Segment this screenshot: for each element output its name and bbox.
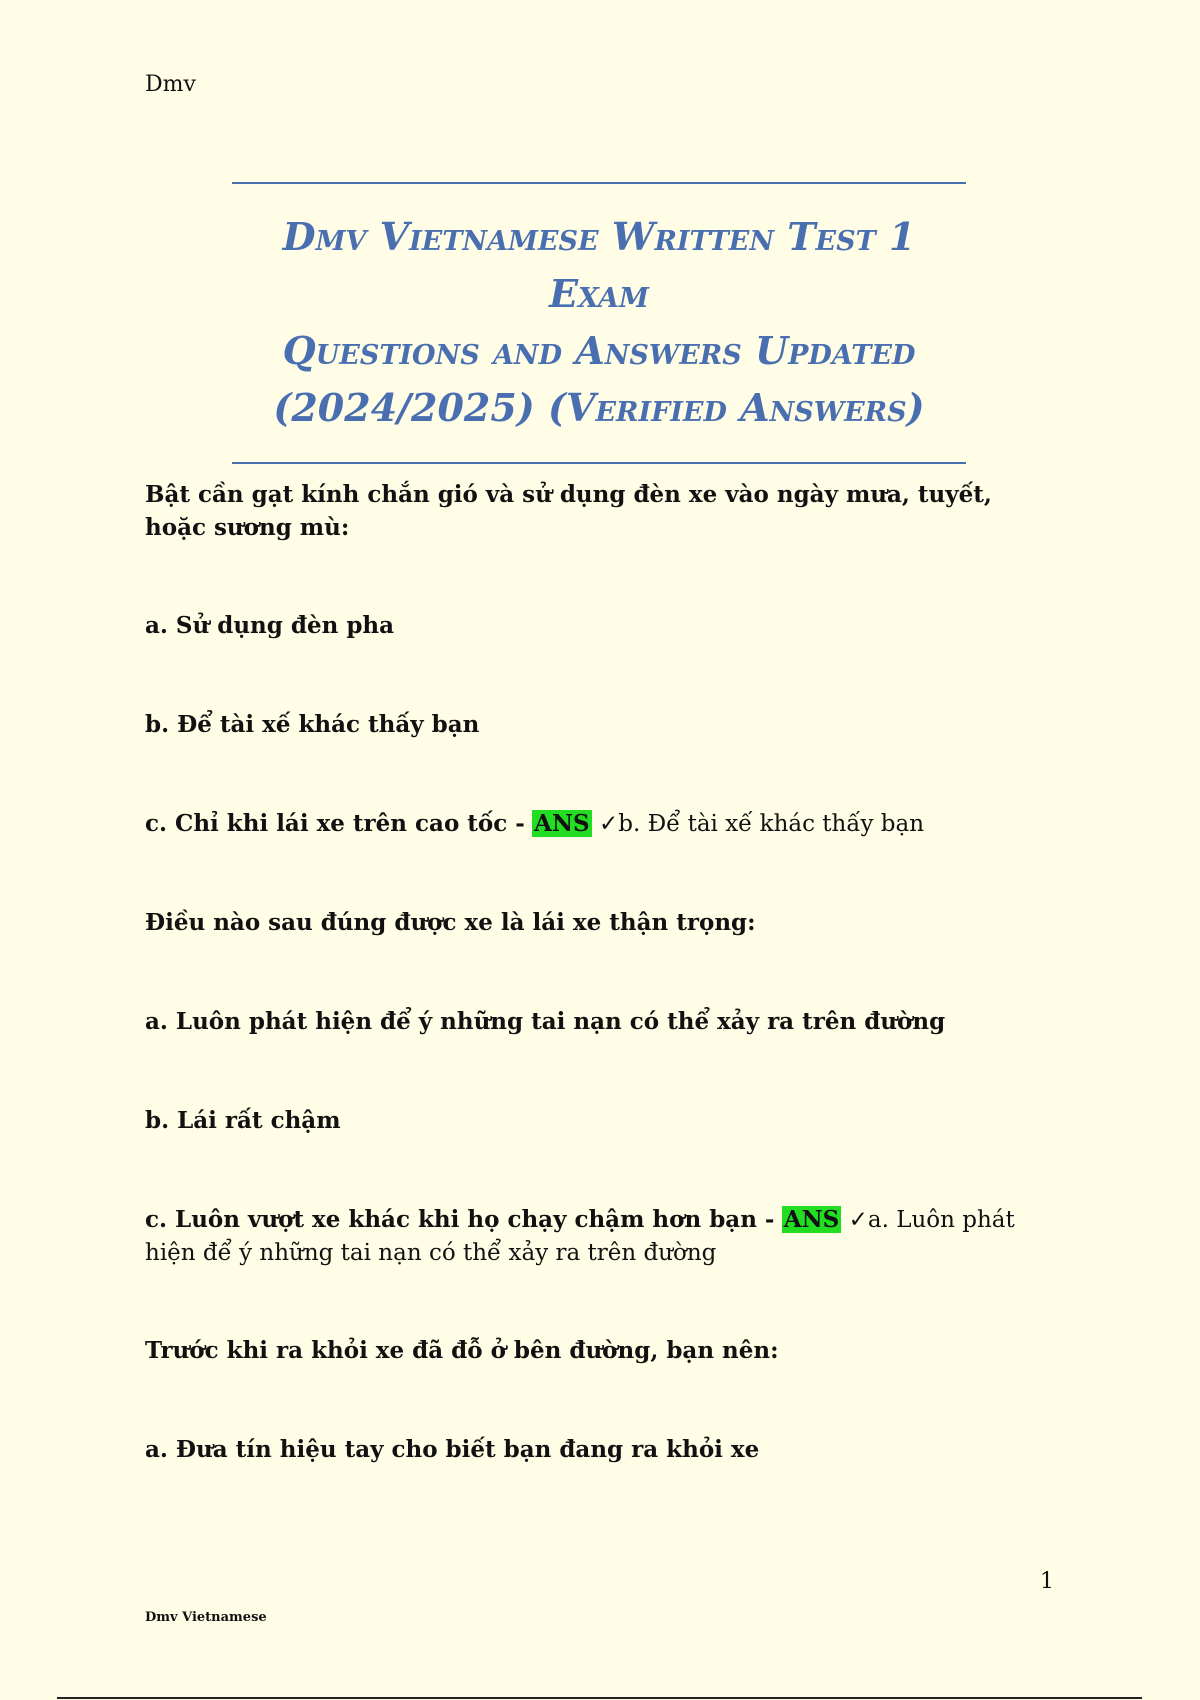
question-1-option-c: c. Chỉ khi lái xe trên cao tốc - — [145, 810, 525, 837]
page-header: Dmv — [145, 72, 196, 97]
question-2-option-b: b. Lái rất chậm — [145, 1107, 341, 1134]
title-line-2: Questions and Answers Updated — [282, 328, 916, 373]
check-mark-icon: ✓ — [848, 1207, 868, 1233]
question-2-option-a: a. Luôn phát hiện để ý những tai nạn có thể xảy ra trên đường — [145, 1008, 946, 1035]
question-1-option-b: b. Để tài xế khác thấy bạn — [145, 711, 480, 738]
check-mark-icon: ✓ — [598, 811, 619, 837]
page-number: 1 — [1040, 1569, 1054, 1594]
title-line-1: Dmv Vietnamese Written Test 1 Exam — [282, 214, 916, 316]
question-3: Trước khi ra khỏi xe đã đỗ ở bên đường, bạn nên: — [145, 1337, 779, 1364]
question-2: Điều nào sau đúng được xe là lái xe thận trọng: — [145, 909, 756, 936]
ans-badge: ANS — [783, 1206, 840, 1233]
question-1-answer: b. Để tài xế khác thấy bạn — [618, 811, 925, 837]
title-line-3: (2024/2025) (Verified Answers) — [273, 385, 925, 430]
question-1: Bật cần gạt kính chắn gió và sử dụng đèn xe vào ngày mưa, tuyết, hoặc sương mù: — [145, 481, 992, 541]
question-2-answer: a. Luôn phát hiện để ý những tai nạn có thể xảy ra trên đường — [145, 1207, 1015, 1266]
question-1-option-a: a. Sử dụng đèn pha — [145, 612, 395, 639]
ans-badge: ANS — [534, 810, 590, 837]
footer-rule — [57, 1697, 1142, 1699]
question-1-option-c-row — [145, 807, 1055, 841]
question-2-option-c-row — [145, 1203, 1055, 1270]
title-box — [232, 182, 966, 464]
page-footer: Dmv Vietnamese — [145, 1610, 267, 1625]
question-2-option-c: c. Luôn vượt xe khác khi họ chạy chậm hơn bạn - — [145, 1206, 775, 1233]
document-title — [232, 208, 966, 436]
question-3-option-a: a. Đưa tín hiệu tay cho biết bạn đang ra khỏi xe — [145, 1436, 760, 1463]
